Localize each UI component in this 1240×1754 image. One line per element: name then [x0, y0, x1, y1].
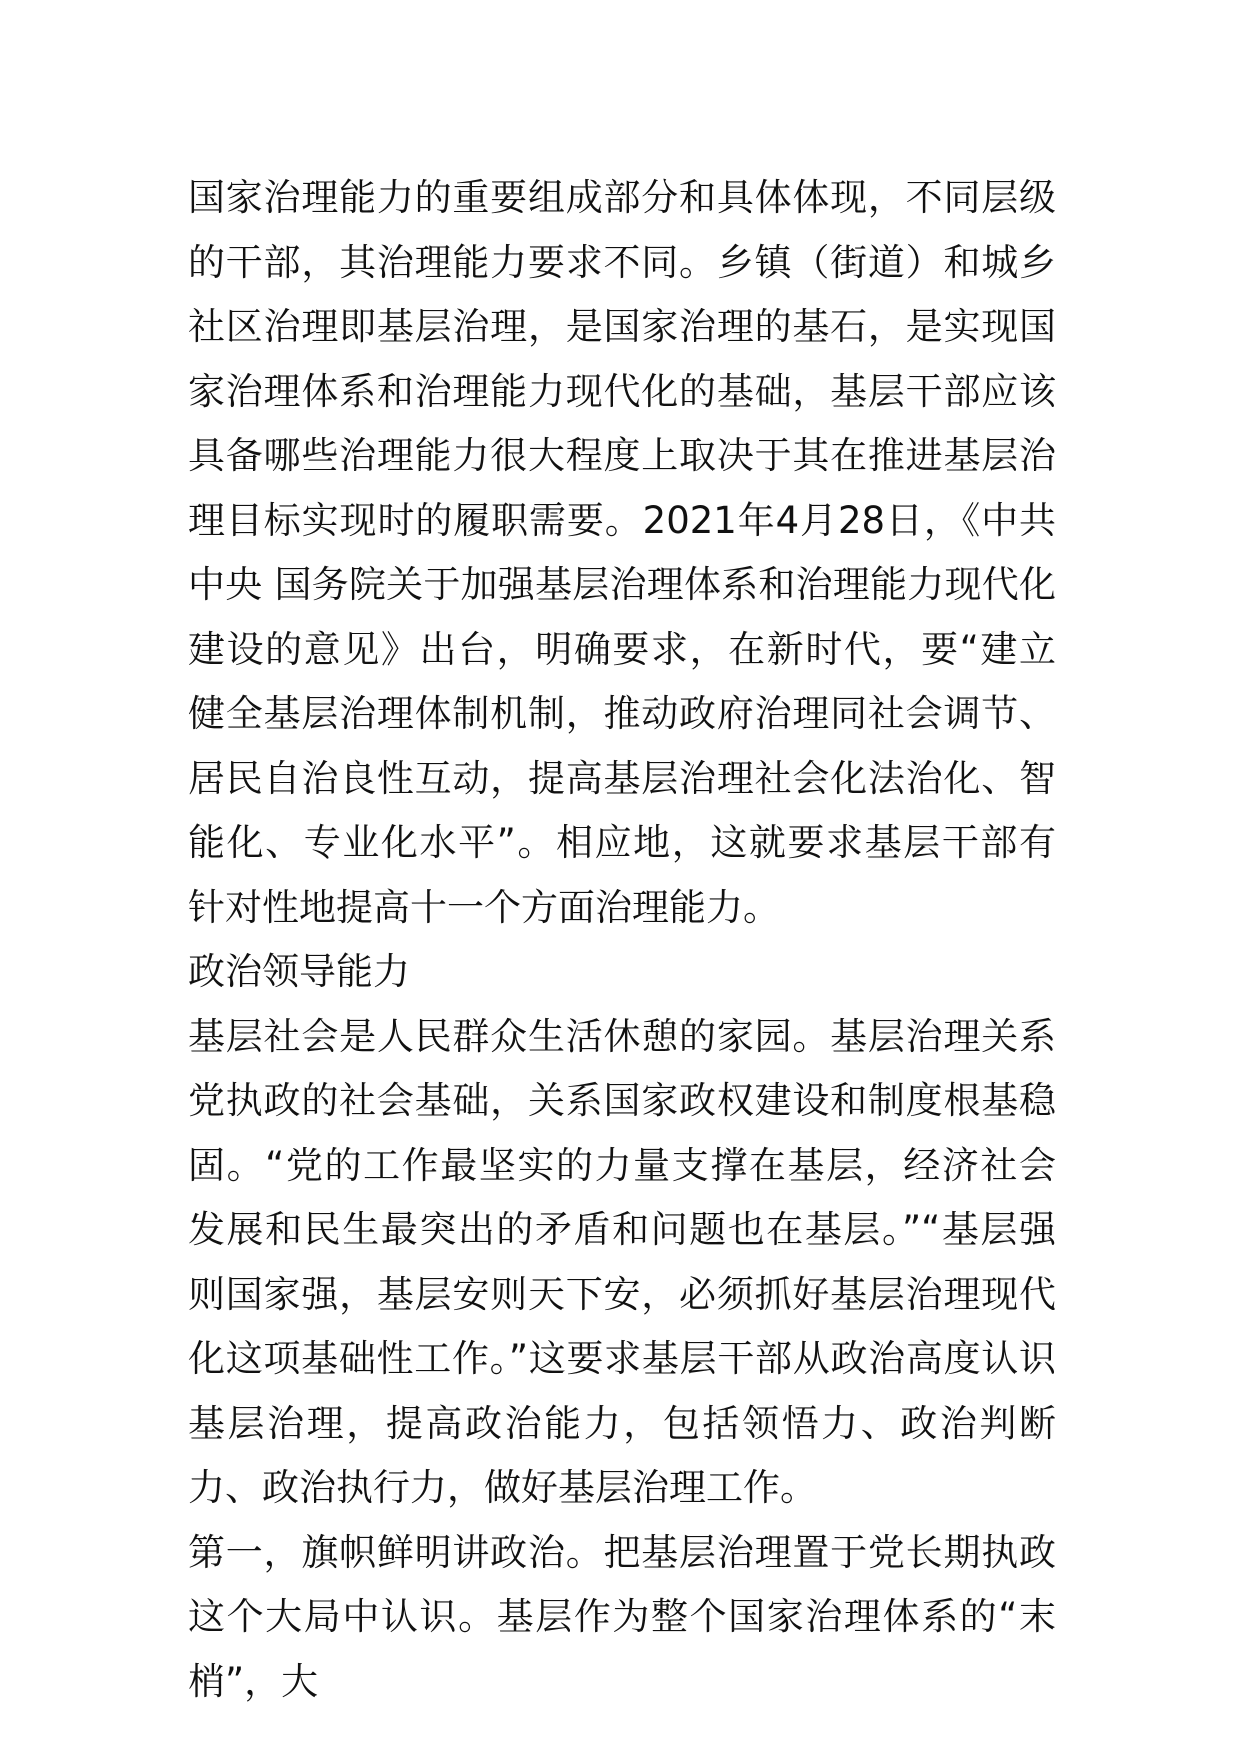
document-body: [188, 166, 1056, 1714]
paragraph-political-leadership: 基层社会是人民群众生活休憩的家园。基层治理关系党执政的社会基础，关系国家政权建设和制度根基稳固。“党的工作最坚实的力量支撑在基层，经济社会发展和民生最突出的矛盾和问题也在基层。”“基层强则国家强，基层安则天下安，必须抓好基层治理现代化这项基础性工作。”这要求基层干部从政治高度认识基层治理，提高政治能力，包括领悟力、政治判断力、政治执行力，做好基层治理工作。: [188, 1014, 1056, 1509]
paragraph-first-point: 第一，旗帜鲜明讲政治。把基层治理置于党长期执政这个大局中认识。基层作为整个国家治理体系的“末梢”，大: [188, 1530, 1056, 1703]
section-heading: 政治领导能力: [188, 950, 410, 993]
paragraph-intro: 国家治理能力的重要组成部分和具体体现，不同层级的干部，其治理能力要求不同。乡镇（街道）和城乡社区治理即基层治理，是国家治理的基石，是实现国家治理体系和治理能力现代化的基础，基层干部应该具备哪些治理能力很大程度上取决于其在推进基层治理目标实现时的履职需要。2021年4月28日，《中共中央 国务院关于加强基层治理体系和治理能力现代化建设的意见》出台，明确要求，在新时代，要“建立健全基层治理体制机制，推动政府治理同社会调节、居民自治良性互动，提高基层治理社会化法治化、智能化、专业化水平”。相应地，这就要求基层干部有针对性地提高十一个方面治理能力。: [188, 176, 1056, 929]
